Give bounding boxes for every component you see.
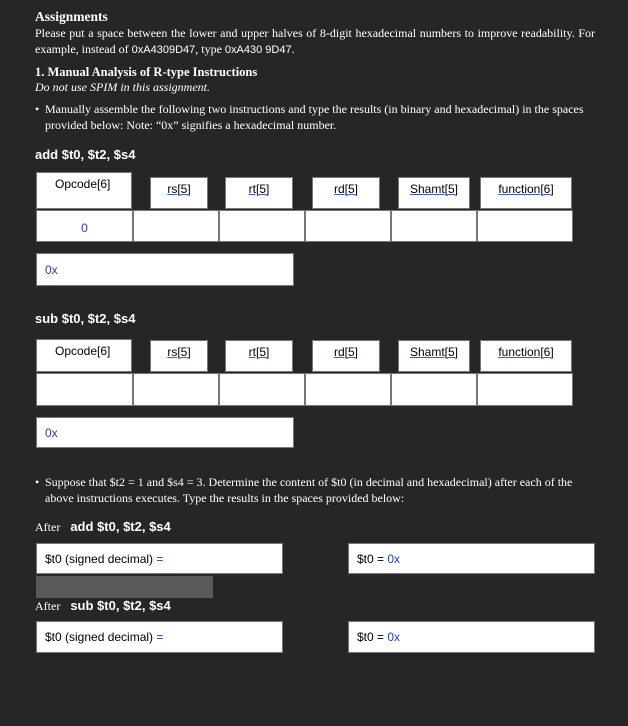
after2-label: After: [35, 599, 61, 613]
instr1-header-opcode: Opcode[6]: [36, 172, 132, 209]
instr1-header-rt: rt[5]: [225, 177, 293, 209]
instr1-opcode-input[interactable]: 0: [36, 210, 133, 242]
after2-equals: =: [156, 630, 164, 644]
intro-text: Please put a space between the lower and upper halves of 8-digit hexadecimal numbers to improve readability. For example, instead of: [35, 26, 595, 56]
after2-instr: sub $t0, $t2, $s4: [70, 598, 171, 613]
instr2-opcode-input[interactable]: [36, 373, 133, 406]
bullet1-text: Manually assemble the following two instructions and type the results (in binary and hexadecimal) in the spaces provided below: Note: “0x” signifies a hexadecimal number.: [45, 102, 584, 132]
instr2-label: sub $t0, $t2, $s4: [35, 311, 136, 326]
instr2-header-rt: rt[5]: [225, 340, 293, 372]
section1-heading: 1. Manual Analysis of R-type Instructions: [35, 65, 258, 79]
instr2-header-rs: rs[5]: [150, 340, 208, 372]
bullet1: [35, 101, 595, 133]
after1-decimal-label: $t0 (signed decimal): [45, 552, 157, 566]
after2-hex-input[interactable]: [348, 621, 595, 653]
instr1-function-input[interactable]: [477, 210, 573, 242]
instr1-rs-input[interactable]: [133, 210, 219, 242]
instr1-rd-input[interactable]: [305, 210, 391, 242]
after1-equals: =: [156, 552, 164, 566]
intro-example-before: 0xA4309D47: [131, 44, 196, 56]
after2-hex-prefix: 0x: [387, 630, 401, 644]
after1-line: [35, 519, 171, 535]
instr1-rt-input[interactable]: [219, 210, 305, 242]
grey-highlight-bar: [36, 576, 213, 598]
bullet-dot-icon: •: [35, 102, 40, 116]
intro-mid: , type: [195, 42, 222, 56]
after1-hex-prefix: 0x: [387, 552, 401, 566]
instr1-shamt-input[interactable]: [391, 210, 477, 242]
instr1-header-function: function[6]: [480, 177, 572, 209]
instr1-header-rs: rs[5]: [150, 177, 208, 209]
after1-instr: add $t0, $t2, $s4: [70, 519, 171, 534]
instr2-header-shamt: Shamt[5]: [398, 340, 470, 372]
instr2-rs-input[interactable]: [133, 373, 219, 406]
after1-label: After: [35, 520, 61, 534]
after1-hex-input[interactable]: [348, 543, 595, 574]
instr2-header-opcode: Opcode[6]: [36, 339, 132, 372]
instr1-label: add $t0, $t2, $s4: [35, 147, 136, 162]
instr1-header-shamt: Shamt[5]: [398, 177, 470, 209]
intro-example-after: 0xA430 9D47: [224, 44, 292, 56]
instr2-header-function: function[6]: [480, 340, 572, 372]
instr2-function-input[interactable]: [477, 373, 573, 406]
bullet2: [35, 474, 595, 506]
instr2-rt-input[interactable]: [219, 373, 305, 406]
after2-hex-label: $t0 =: [357, 630, 388, 644]
instr2-shamt-input[interactable]: [391, 373, 477, 406]
after1-hex-label: $t0 =: [357, 552, 388, 566]
instr2-hex-input[interactable]: 0x: [36, 417, 294, 448]
intro-end: .: [291, 42, 295, 56]
instr2-rd-input[interactable]: [305, 373, 391, 406]
page-title: Assignments: [35, 9, 108, 24]
instr1-header-rd: rd[5]: [312, 177, 380, 209]
after2-decimal-label: $t0 (signed decimal): [45, 630, 157, 644]
instr1-hex-input[interactable]: 0x: [36, 253, 294, 286]
after1-decimal-input[interactable]: [36, 543, 283, 574]
section1-note: Do not use SPIM in this assignment.: [35, 80, 210, 94]
after2-decimal-input[interactable]: [36, 621, 283, 653]
bullet-dot-icon: •: [35, 475, 40, 489]
intro-paragraph: [35, 25, 595, 58]
instr2-header-rd: rd[5]: [312, 340, 380, 372]
bullet2-text: Suppose that $t2 = 1 and $s4 = 3. Determine the content of $t0 (in decimal and hexadecimal) after each of the above instructions executes. Type the results in the spaces provided below:: [45, 475, 573, 505]
after2-line: [35, 598, 171, 614]
